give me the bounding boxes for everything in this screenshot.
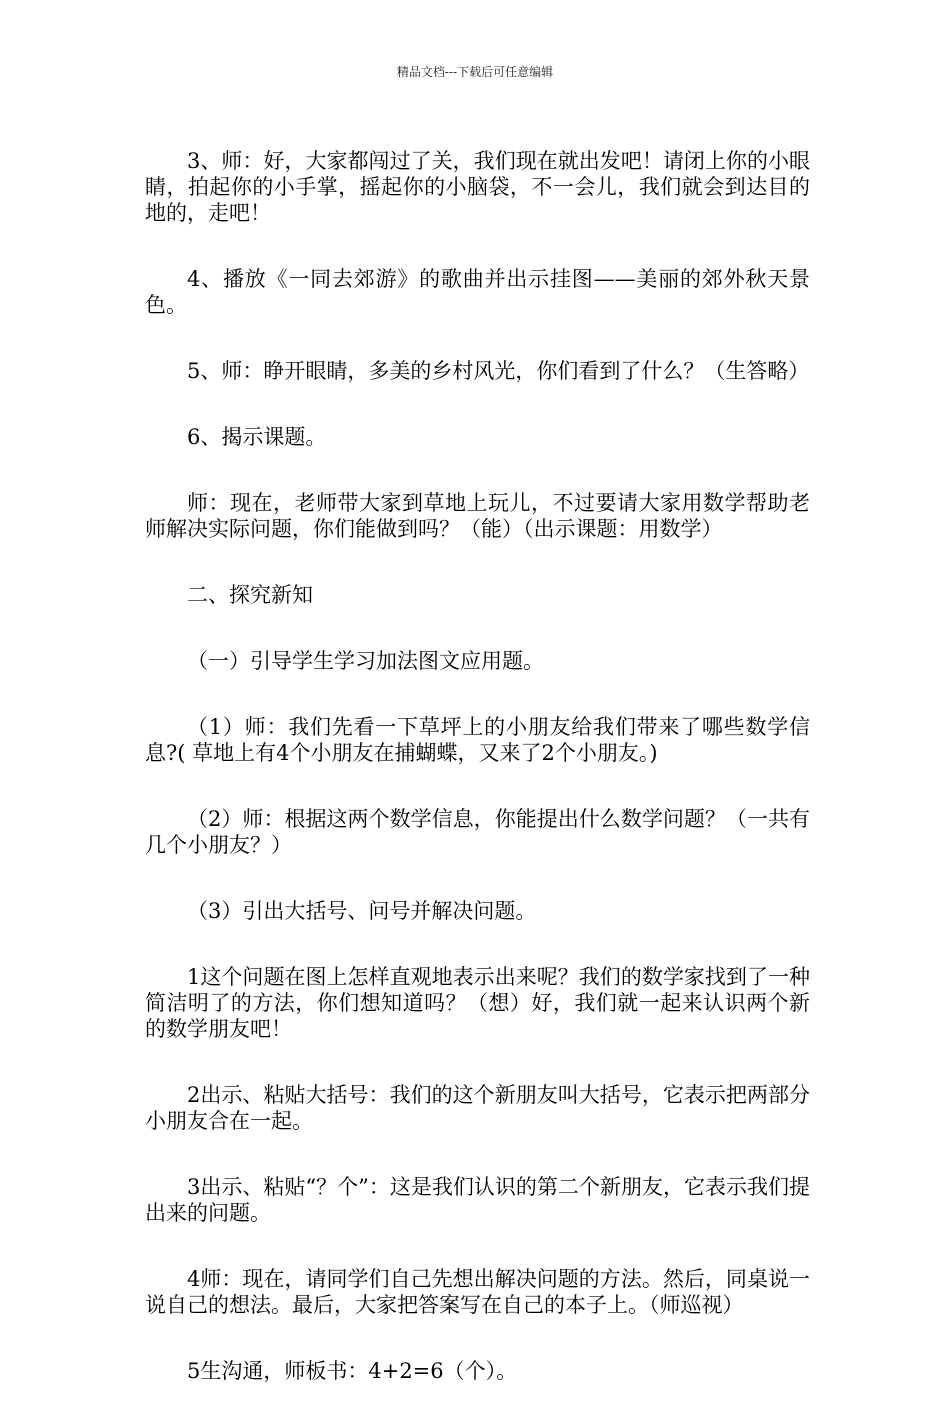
paragraph: （3）引出大括号、问号并解决问题。 [187,899,537,923]
page-header: 精品文档---下载后可任意编辑 [396,65,554,79]
paragraph: 5、师：睁开眼睛，多美的乡村风光，你们看到了什么？（生答略） [187,359,810,383]
paragraph: （1）师：我们先看一下草坪上的小朋友给我们带来了哪些数学信息?( 草地上有4个小朋友在捕蝴蝶，又来了2个小朋友。) [145,715,810,765]
paragraph: 4、播放《一同去郊游》的歌曲并出示挂图——美丽的郊外秋天景色。 [145,267,810,317]
paragraph: 3出示、粘贴“？个”：这是我们认识的第二个新朋友，它表示我们提出来的问题。 [145,1175,810,1225]
paragraph: 4师：现在，请同学们自己先想出解决问题的方法。然后，同桌说一说自己的想法。最后，大家把答案写在自己的本子上。（师巡视） [145,1267,810,1317]
paragraph: （2）师：根据这两个数学信息，你能提出什么数学问题？（一共有几个小朋友？） [145,807,810,857]
document-body [145,148,810,1424]
paragraph: 2出示、粘贴大括号：我们的这个新朋友叫大括号，它表示把两部分小朋友合在一起。 [145,1083,810,1133]
section-heading: 二、探究新知 [187,583,313,607]
subsection-heading: （一）引导学生学习加法图文应用题。 [187,649,544,673]
paragraph: 1这个问题在图上怎样直观地表示出来呢？我们的数学家找到了一种简洁明了的方法，你们想知道吗？（想）好，我们就一起来认识两个新的数学朋友吧！ [145,965,810,1041]
paragraph: 6、揭示课题。 [187,425,327,449]
paragraph: 师：现在，老师带大家到草地上玩儿，不过要请大家用数学帮助老师解决实际问题，你们能做到吗？（能）（出示课题：用数学） [145,491,810,541]
paragraph: 3、师：好，大家都闯过了关，我们现在就出发吧！请闭上你的小眼睛，拍起你的小手掌，摇起你的小脑袋，不一会儿，我们就会到达目的地的，走吧！ [145,149,810,225]
paragraph: 5生沟通，师板书：4+2=6（个）。 [187,1359,518,1383]
